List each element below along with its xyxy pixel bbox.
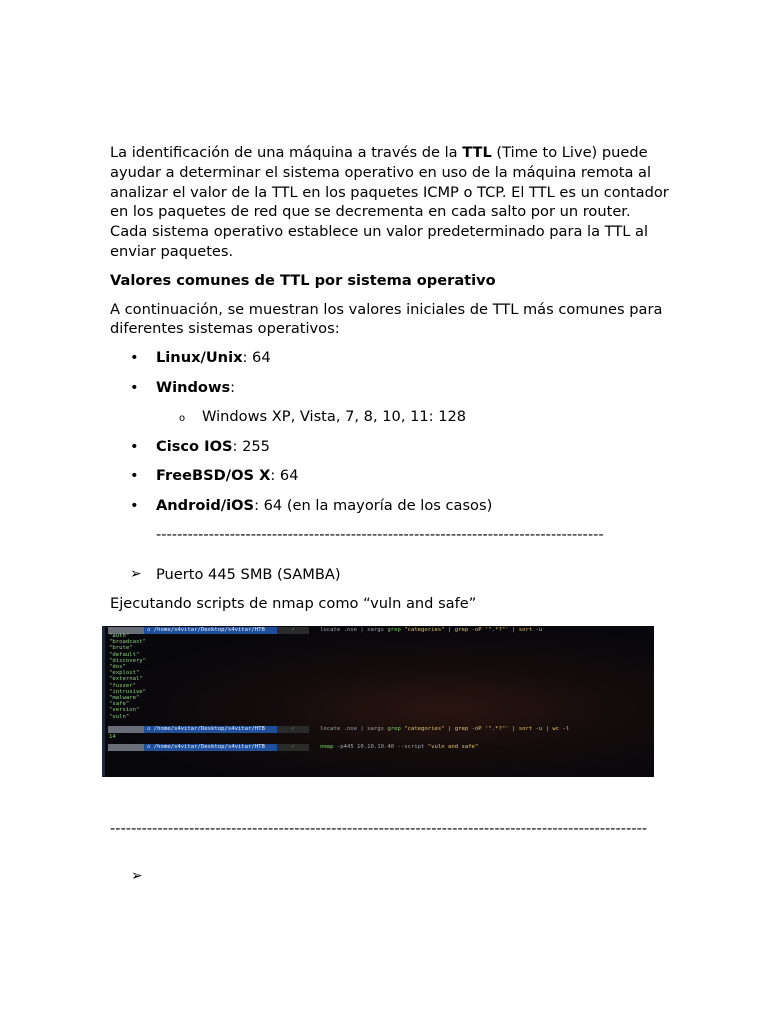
output-line: "safe" [109,701,130,708]
prompt-path: ⌂ /home/s4vitar/Desktop/s4vitar/HTB [144,627,277,634]
output-line: "version" [109,707,140,714]
output-line: "discovery" [109,657,147,664]
output-line: "exploit" [109,670,140,677]
lead-paragraph: A continuación, se muestran los valores iniciales de TTL más comunes para diferentes sistemas operativos: [110,300,663,338]
prompt-user-segment [108,744,144,751]
output-line: "malware" [109,695,140,702]
output-line: "default" [109,651,140,658]
list-item-cisco: • Cisco IOS: 255 [110,437,670,457]
list-item-android: • Android/iOS: 64 (en la mayoría de los casos) [110,496,670,516]
terminal-screenshot [102,626,654,777]
terminal-prompt [108,726,648,734]
prompt-user-segment [108,726,144,733]
output-line: "brute" [109,645,133,652]
sublist-item-windows-versions: o Windows XP, Vista, 7, 8, 10, 11: 128 [156,407,670,427]
dash-separator-long: ------------------------------------------------------------------------------------------------------ [110,820,648,837]
list-item-freebsd: • FreeBSD/OS X: 64 [110,466,670,486]
terminal-prompt [108,627,648,635]
output-line: "vuln" [109,713,130,720]
prompt-status: ✓ [277,744,309,751]
terminal-output-categories [109,633,146,720]
prompt-status: ✓ [277,627,309,634]
arrow-bullet-icon: ➢ [131,868,143,884]
terminal-command: nmap -p445 10.10.10.40 --script "vuln and safe" [320,744,479,750]
terminal-output-count: 14 [109,734,116,740]
prompt-path: ⌂ /home/s4vitar/Desktop/s4vitar/HTB [144,726,277,733]
ttl-term: TTL [462,144,492,161]
list-item-windows: • Windows: o Windows XP, Vista, 7, 8, 10, 11: 128 [110,378,670,427]
terminal-prompt [108,744,648,752]
section-heading: Valores comunes de TTL por sistema operativo [110,271,496,289]
exec-line: Ejecutando scripts de nmap como “vuln and safe” [110,594,477,612]
windows-sublist [156,407,670,427]
output-line: "dos" [109,664,126,671]
list-item-linux: • Linux/Unix: 64 [110,348,670,368]
output-line: "broadcast" [109,639,147,646]
output-line: "fuzzer" [109,682,136,689]
dash-separator: ------------------------------------------------------------------------------------- [156,526,604,544]
output-line: "intrusive" [109,688,147,695]
terminal-command: locate .nse | xargs grep "categories" | grep -oP '".*?"' | sort -u | wc -l [320,726,570,732]
prompt-status: ✓ [277,726,309,733]
output-line: "auth" [109,633,130,639]
intro-paragraph: La identificación de una máquina a través de la TTL (Time to Live) puede ayudar a determinar el sistema operativo en uso de la máquina remota al analizar el valor de la TTL en los paquetes ICMP o TCP. El TTL es un contador en los paquetes de red que se decrementa en cada salto por un router. Cada sistema operativo establece un valor predeterminado para la TTL al enviar paquetes. [110,144,669,260]
os-ttl-list [110,348,670,515]
terminal-command: locate .nse | xargs grep "categories" | grep -oP '".*?"' | sort -u [320,627,543,633]
output-line: "external" [109,676,143,683]
arrow-bullet-icon: ➢ [130,565,142,582]
document-body [110,143,670,613]
port-item: ➢ Puerto 445 SMB (SAMBA) [130,565,341,583]
prompt-path: ⌂ /home/s4vitar/Desktop/s4vitar/HTB [144,744,277,751]
